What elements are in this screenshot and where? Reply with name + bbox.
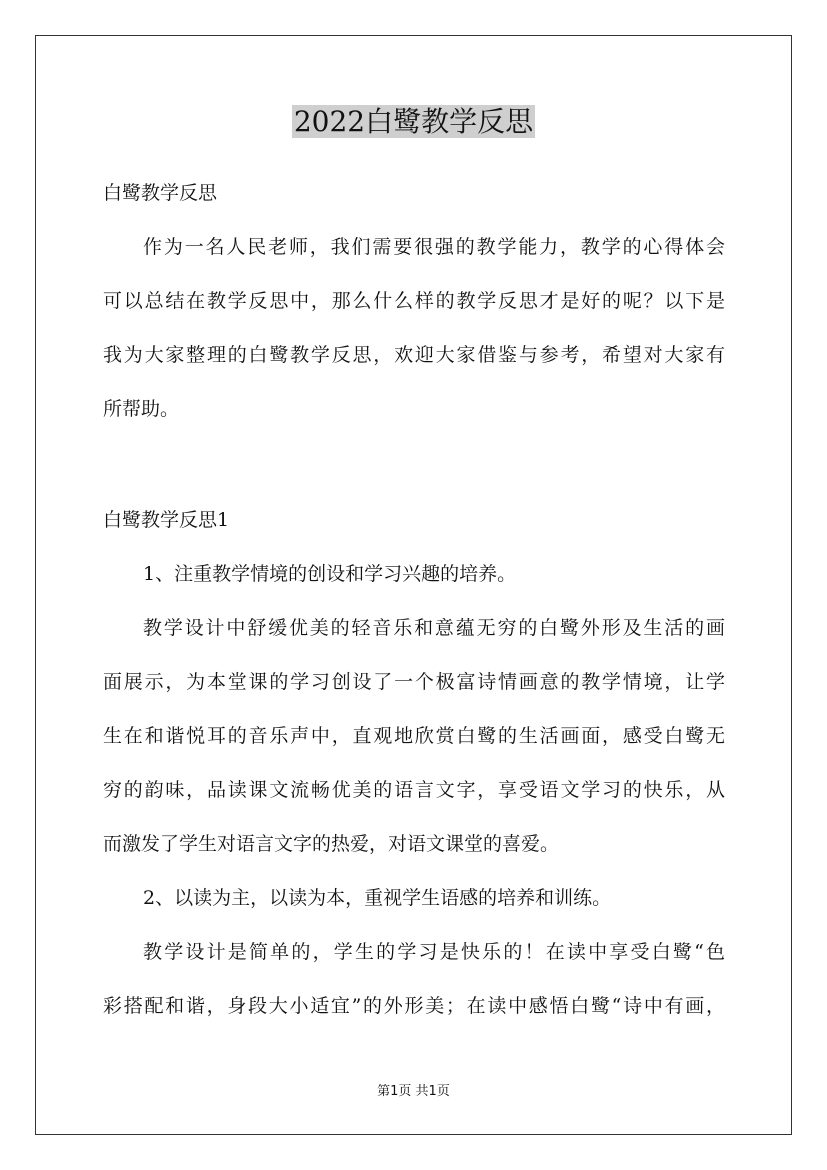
subtitle: 白鹭教学反思 (103, 182, 218, 204)
para1-line-5: 而激发了学生对语言文字的热爱，对语文课堂的喜爱。 (103, 833, 560, 855)
intro-line-2: 可以总结在教学反思中，那么什么样的教学反思才是好的呢？以下是 (103, 290, 725, 312)
point-1: 1、注重教学情境的创设和学习兴趣的培养。 (143, 563, 517, 585)
para2-line-2: 彩搭配和谐，身段大小适宜”的外形美；在读中感悟白鹭“诗中有画， (103, 995, 725, 1017)
page-footer: 第1页 共1页 (377, 1084, 450, 1099)
document-title-text: 2022白鹭教学反思 (293, 105, 534, 138)
para1-line-4: 穷的韵味，品读课文流畅优美的语言文字，享受语文学习的快乐，从 (103, 779, 725, 801)
point-2: 2、以读为主，以读为本，重视学生语感的培养和训练。 (143, 887, 612, 909)
intro-line-3: 我为大家整理的白鹭教学反思，欢迎大家借鉴与参考，希望对大家有 (103, 344, 725, 366)
intro-line-1: 作为一名人民老师，我们需要很强的教学能力，教学的心得体会 (143, 236, 725, 258)
para1-line-2: 面展示，为本堂课的学习创设了一个极富诗情画意的教学情境，让学 (103, 671, 725, 693)
section-heading: 白鹭教学反思1 (103, 509, 230, 531)
para1-line-1: 教学设计中舒缓优美的轻音乐和意蕴无穷的白鹭外形及生活的画 (143, 617, 725, 639)
para2-line-1: 教学设计是简单的，学生的学习是快乐的！在读中享受白鹭“色 (143, 941, 725, 963)
para1-line-3: 生在和谐悦耳的音乐声中，直观地欣赏白鹭的生活画面，感受白鹭无 (103, 725, 725, 747)
intro-line-4: 所帮助。 (103, 398, 180, 420)
document-title (0, 103, 827, 141)
